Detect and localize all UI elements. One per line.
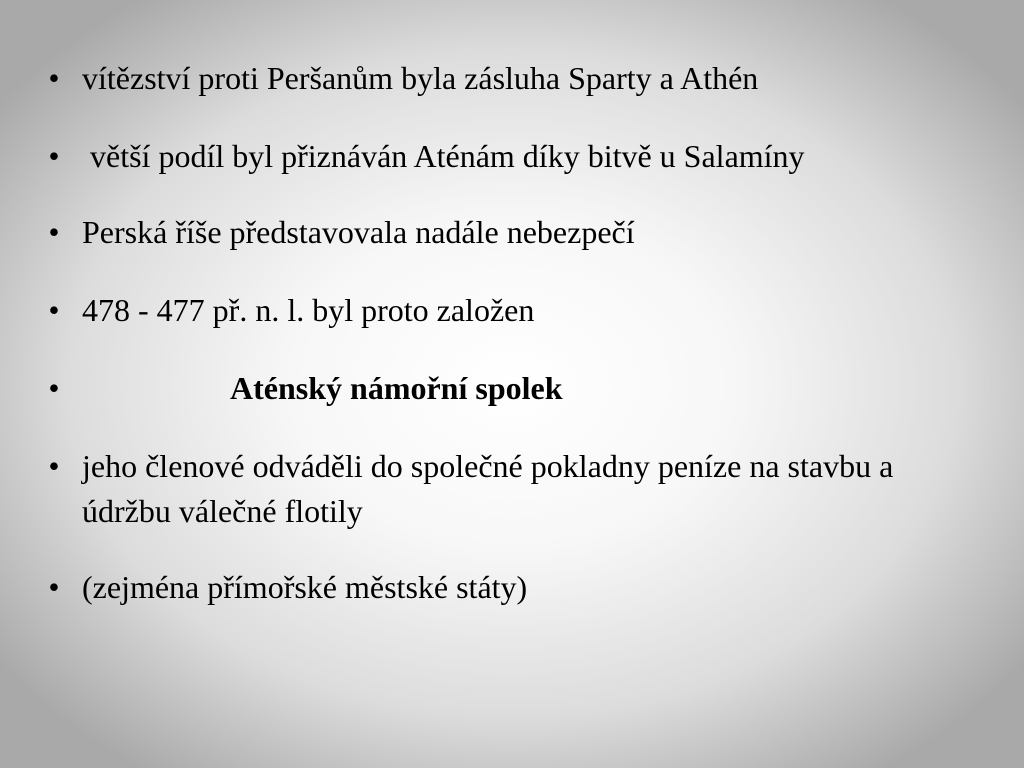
bullet-item-highlight: [44, 366, 964, 411]
bullet-item: [44, 56, 964, 101]
bullet-dot-icon: •: [48, 370, 60, 406]
bullet-text: Perská říše představovala nadále nebezpečí: [82, 214, 635, 250]
bullet-dot-icon: •: [48, 138, 60, 174]
bullet-item: [44, 565, 964, 610]
bullet-item: [44, 134, 964, 179]
bullet-dot-icon: •: [48, 60, 60, 96]
bullet-text: větší podíl byl přiznáván Aténám díky bitvě u Salamíny: [82, 138, 805, 174]
bullet-item: [44, 288, 964, 333]
bullet-list: [44, 56, 964, 643]
bullet-text: 478 - 477 př. n. l. byl proto založen: [82, 292, 535, 328]
bullet-text-bold: Aténský námořní spolek: [230, 370, 563, 406]
bullet-dot-icon: •: [48, 292, 60, 328]
bullet-text: vítězství proti Peršanům byla zásluha Sparty a Athén: [82, 60, 759, 96]
bullet-text: (zejména přímořské městské státy): [82, 569, 528, 605]
bullet-dot-icon: •: [48, 214, 60, 250]
bullet-item: [44, 444, 964, 534]
bullet-text: jeho členové odváděli do společné pokladny peníze na stavbu a údržbu válečné flotily: [82, 448, 902, 529]
bullet-item: [44, 210, 964, 255]
bullet-dot-icon: •: [48, 569, 60, 605]
bullet-dot-icon: •: [48, 448, 60, 484]
